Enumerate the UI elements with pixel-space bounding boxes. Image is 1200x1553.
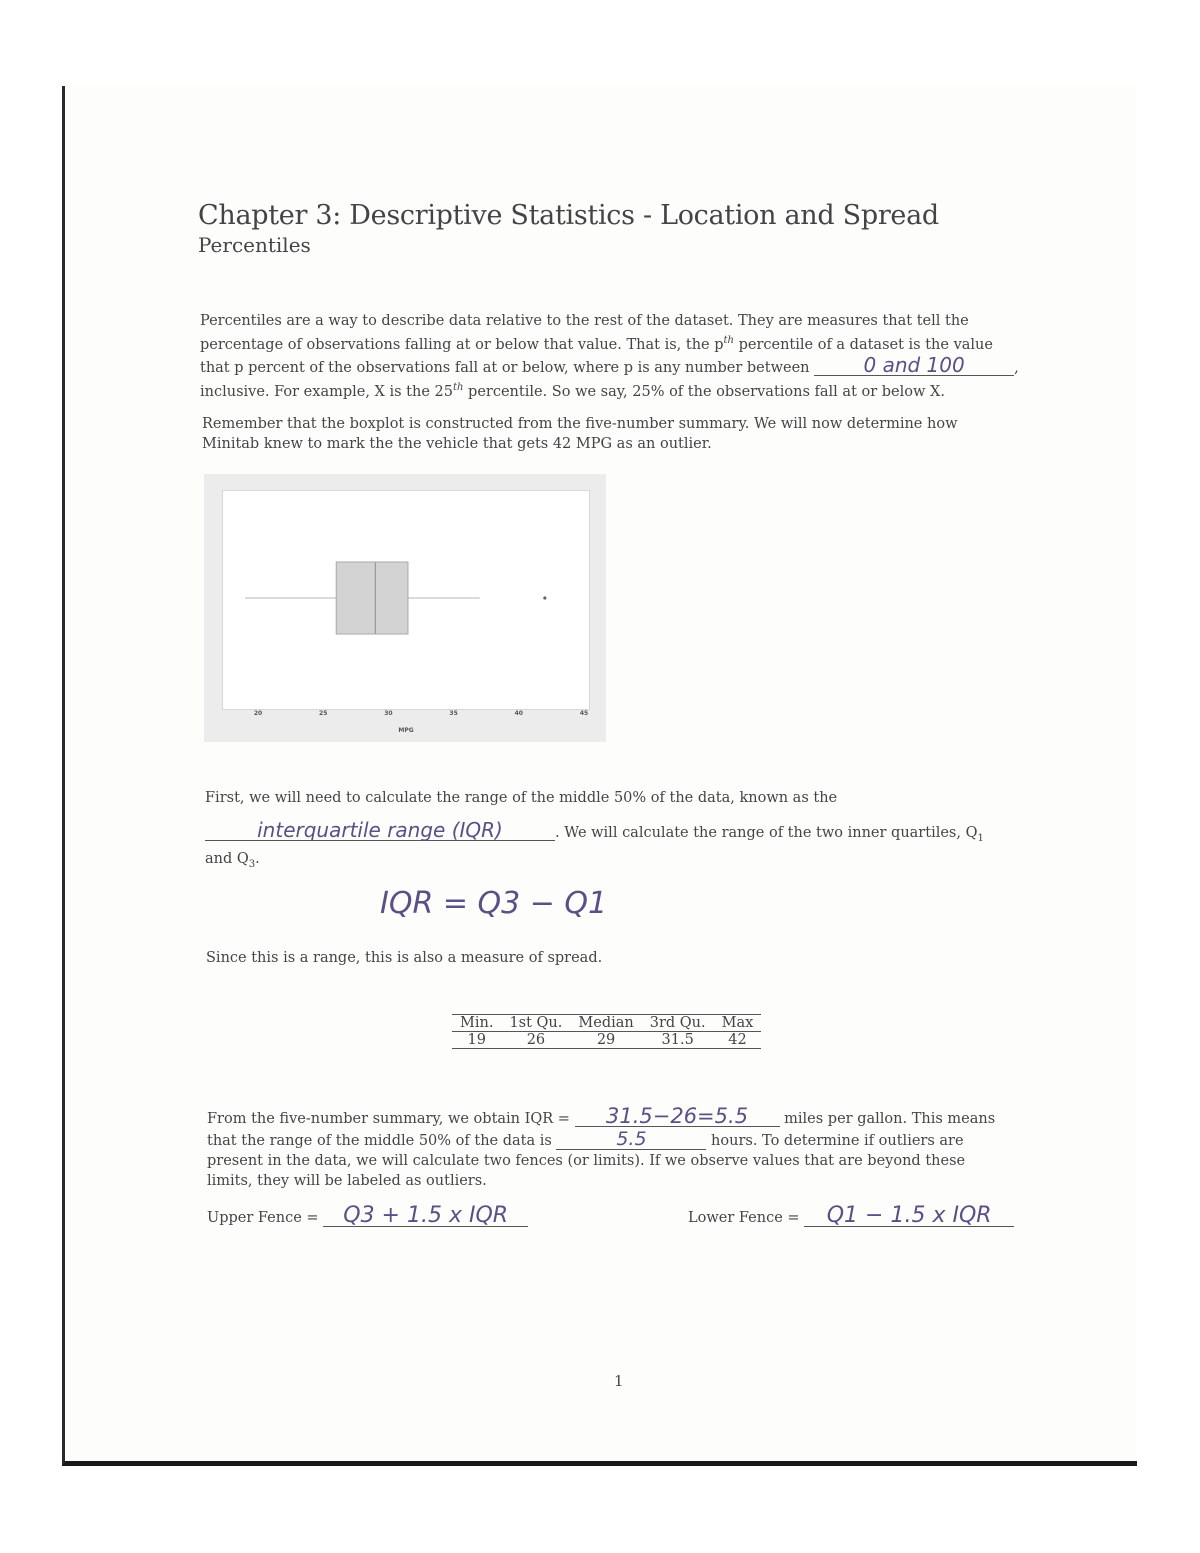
page-title: Chapter 3: Descriptive Statistics - Location and Spread — [198, 200, 939, 231]
fences-paragraph — [207, 1106, 1027, 1191]
fences-line-3: present in the data, we will calculate two fences (or limits). If we observe values that are beyond these — [207, 1153, 966, 1169]
upper-fence-answer: Q3 + 1.5 x IQR — [323, 1206, 528, 1227]
iqr-box — [336, 562, 408, 634]
x-tick-label: 45 — [579, 710, 589, 717]
x-tick-label: 30 — [384, 710, 393, 717]
answer-iqr-calc-blank: 31.5−26=5.5 — [575, 1106, 780, 1127]
upper-fence-label: Upper Fence = — [207, 1210, 319, 1226]
remember-paragraph — [202, 414, 1022, 454]
document-page — [62, 86, 1137, 1466]
lower-fence-answer: Q1 − 1.5 x IQR — [804, 1206, 1014, 1227]
summary-value-max: 42 — [728, 1032, 747, 1048]
x-axis-label: MPG — [398, 727, 414, 734]
spread-note: Since this is a range, this is also a measure of spread. — [206, 950, 603, 966]
remember-line-2: Minitab knew to mark the the vehicle that gets 42 MPG as an outlier. — [202, 436, 712, 452]
iqr-definition-line-2: and $Q_3$. — [205, 850, 260, 870]
intro-paragraph — [200, 311, 1022, 402]
intro-line-3: that p percent of the observations fall at or below, where p is any number between 0 and 100 , — [200, 352, 1019, 377]
answer-range-value-blank: 5.5 — [556, 1129, 706, 1150]
summary-header-max: Max — [721, 1015, 754, 1031]
summary-header-q1: 1st Qu. — [509, 1015, 563, 1031]
intro-line-2: percentage of observations falling at or below that value. That is, the $p^{th}$ percentile of a dataset is the value — [200, 335, 993, 353]
x-tick-label: 35 — [449, 710, 458, 717]
outlier-point — [543, 596, 546, 599]
remember-line-1: Remember that the boxplot is constructed from the five-number summary. We will now determine how — [202, 416, 958, 432]
five-number-summary-table — [452, 1014, 761, 1049]
iqr-definition: interquartile range (IQR) . We will calculate the range of the two inner quartiles, $Q_1$ and $Q_3$. — [205, 820, 1027, 875]
fences-line-2: that the range of the middle 50% of the data is 5.5 hours. To determine if outliers are — [207, 1128, 964, 1150]
summary-header-row — [452, 1015, 761, 1032]
answer-iqr-name-blank: interquartile range (IQR) — [205, 820, 555, 841]
iqr-formula-handwritten: IQR = Q3 − Q1 — [380, 886, 608, 921]
section-subtitle: Percentiles — [198, 233, 311, 257]
summary-value-min: 19 — [467, 1032, 486, 1048]
intro-line-1: Percentiles are a way to describe data relative to the rest of the dataset. They are measures that tell the — [200, 313, 969, 329]
x-tick-label: 20 — [253, 710, 263, 717]
summary-header-min: Min. — [460, 1015, 494, 1031]
boxplot-figure — [204, 474, 606, 742]
x-tick-label: 25 — [319, 710, 328, 717]
summary-value-q3: 31.5 — [661, 1032, 694, 1048]
summary-header-q3: 3rd Qu. — [649, 1015, 706, 1031]
lower-fence — [688, 1203, 1014, 1228]
fences-line-1: From the five-number summary, we obtain IQR = 31.5−26=5.5 miles per gallon. This means — [207, 1104, 996, 1128]
summary-header-median: Median — [578, 1015, 634, 1031]
summary-value-q1: 26 — [526, 1032, 546, 1048]
iqr-intro-line: First, we will need to calculate the range of the middle 50% of the data, known as the — [205, 790, 838, 806]
page-number: 1 — [614, 1372, 624, 1390]
summary-value-median: 29 — [596, 1032, 616, 1048]
lower-fence-label: Lower Fence = — [688, 1210, 800, 1226]
intro-line-4: inclusive. For example, X is the 25th percentile. So we say, 25% of the observations fall at or below X. — [200, 381, 945, 400]
answer-range-blank: 0 and 100 — [814, 355, 1014, 376]
summary-value-row — [452, 1032, 761, 1049]
boxplot-chart — [204, 474, 606, 742]
upper-fence — [207, 1203, 528, 1228]
x-tick-label: 40 — [514, 710, 523, 717]
fences-line-4: limits, they will be labeled as outliers. — [207, 1173, 487, 1189]
